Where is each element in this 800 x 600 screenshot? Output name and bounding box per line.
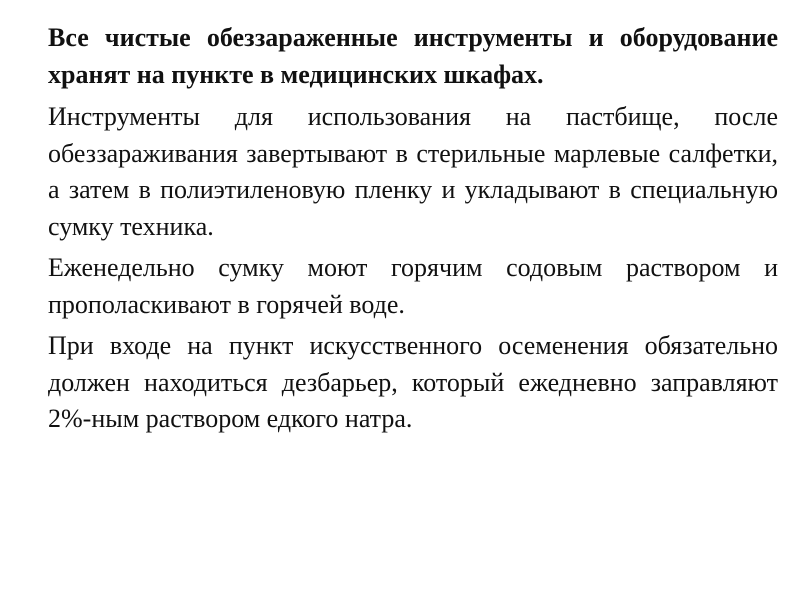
paragraph-pasture-instruments: Инструменты для использования на пастбище, после обеззараживания завертывают в стерильные марлевые салфетки, а затем в полиэтиленовую пленку и укладывают в специальную сумку техника.	[48, 102, 778, 241]
paragraph-storage-heading: Все чистые обеззараженные инструменты и оборудование хранят на пункте в медицинских шкафах.	[48, 23, 778, 89]
paragraph-weekly-washing: Еженедельно сумку моют горячим содовым раствором и прополаскивают в горячей воде.	[48, 253, 778, 319]
paragraph-disinfection-barrier: При входе на пункт искусственного осеменения обязательно должен находиться дезбарьер, который ежедневно заправляют 2%-ным раствором едкого натра.	[48, 331, 778, 433]
